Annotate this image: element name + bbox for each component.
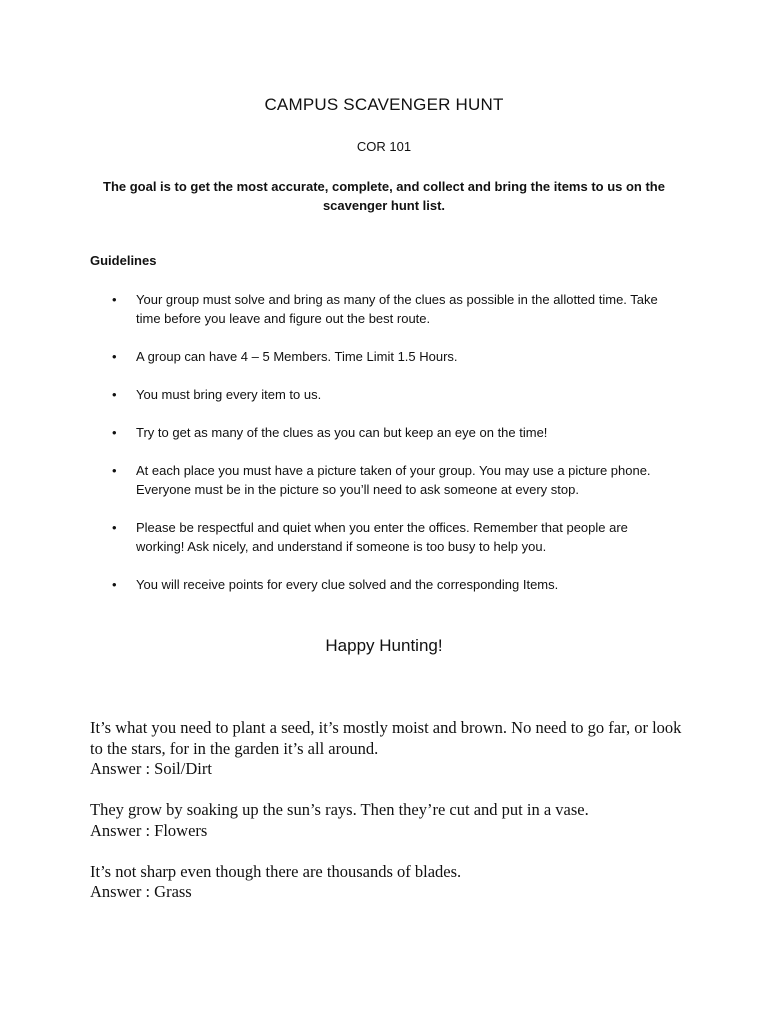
guideline-item (112, 290, 672, 328)
guideline-text: At each place you must have a picture taken of your group. You may use a picture phone. Everyone must be in the picture so you’ll need to ask someone at every stop. (136, 463, 651, 497)
document-title: CAMPUS SCAVENGER HUNT (264, 95, 504, 114)
clue-block (90, 800, 690, 841)
bullet-icon: • (112, 292, 117, 307)
clue-answer: Answer : Flowers (90, 820, 208, 840)
guidelines-heading: Guidelines (90, 253, 157, 268)
guideline-text: You will receive points for every clue solved and the corresponding Items. (136, 577, 559, 592)
guideline-text: Please be respectful and quiet when you enter the offices. Remember that people are working! Ask nicely, and understand if someone is too busy to help you. (136, 520, 628, 554)
clue-riddle: It’s not sharp even though there are thousands of blades. (90, 861, 462, 881)
clue-answer: Answer : Soil/Dirt (90, 759, 212, 778)
guideline-text: You must bring every item to us. (136, 387, 322, 402)
clue-riddle: It’s what you need to plant a seed, it’s mostly moist and brown. No need to go far, or look to the stars, for in the garden it’s all around. (90, 718, 682, 758)
guideline-item (112, 461, 672, 499)
bullet-icon: • (112, 387, 117, 402)
guideline-text: Try to get as many of the clues as you can but keep an eye on the time! (136, 425, 548, 440)
goal-statement: The goal is to get the most accurate, complete, and collect and bring the items to us on the scavenger hunt list. (103, 179, 665, 213)
guideline-item (112, 347, 672, 366)
clue-riddle: They grow by soaking up the sun’s rays. Then they’re cut and put in a vase. (90, 800, 589, 819)
guideline-text: Your group must solve and bring as many of the clues as possible in the allotted time. Take time before you leave and figure out the best route. (136, 292, 658, 326)
guideline-item (112, 423, 672, 442)
clues-section (90, 718, 690, 923)
bullet-icon: • (112, 349, 117, 364)
clue-block (90, 718, 690, 780)
guideline-item (112, 385, 672, 404)
guideline-item (112, 518, 672, 556)
bullet-icon: • (112, 577, 117, 592)
bullet-icon: • (112, 520, 117, 535)
clue-block (90, 862, 690, 903)
course-code: COR 101 (356, 139, 412, 154)
bullet-icon: • (112, 463, 117, 478)
closing-heading: Happy Hunting! (325, 636, 443, 655)
guidelines-list (112, 290, 672, 613)
guideline-text: A group can have 4 – 5 Members. Time Limit 1.5 Hours. (136, 349, 458, 364)
clue-answer: Answer : Grass (90, 882, 192, 901)
guideline-item (112, 575, 672, 594)
bullet-icon: • (112, 425, 117, 440)
